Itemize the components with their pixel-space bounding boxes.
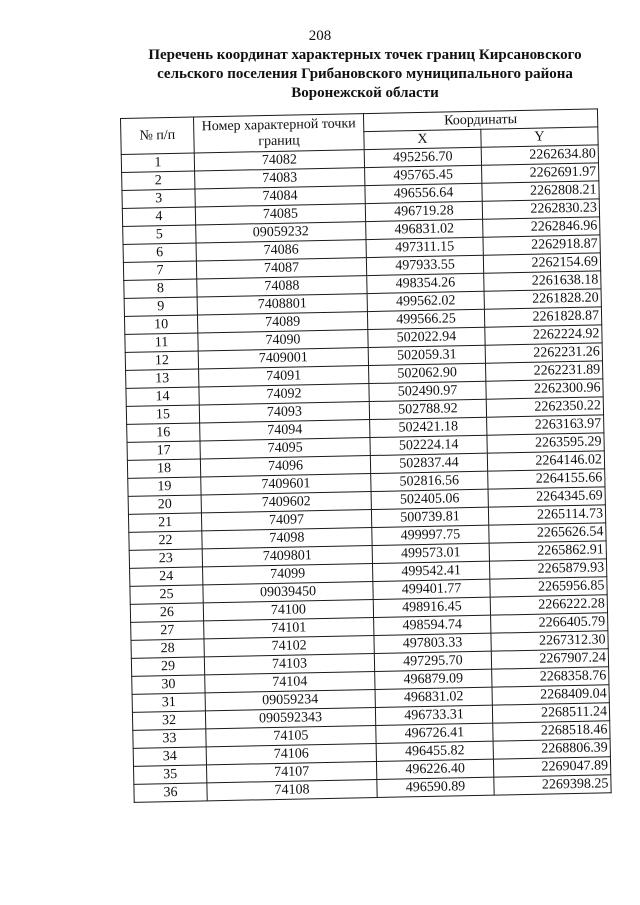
cell-x: 496556.64 (365, 183, 482, 203)
cell-point-name: 74104 (205, 672, 375, 693)
cell-point-name: 74084 (195, 186, 365, 207)
cell-number: 27 (131, 621, 204, 640)
cell-x: 502788.92 (369, 399, 486, 419)
cell-y: 2264146.02 (487, 451, 604, 471)
cell-y: 2265626.54 (489, 523, 606, 543)
cell-point-name: 09059234 (205, 689, 375, 710)
cell-y: 2268518.46 (493, 721, 610, 741)
cell-x: 502062.90 (369, 363, 486, 383)
cell-point-name: 74108 (207, 779, 377, 800)
cell-y: 2268409.04 (492, 685, 609, 705)
cell-x: 500739.81 (371, 507, 488, 527)
cell-number: 33 (133, 729, 206, 748)
cell-y: 2262154.69 (483, 253, 600, 273)
cell-point-name: 7409801 (202, 546, 372, 567)
cell-y: 2262808.21 (482, 181, 599, 201)
cell-x: 496726.41 (376, 723, 493, 743)
cell-x: 502405.06 (371, 489, 488, 509)
cell-y: 2268511.24 (492, 703, 609, 723)
cell-number: 26 (130, 603, 203, 622)
cell-point-name: 74103 (204, 654, 374, 675)
cell-y: 2262918.87 (483, 235, 600, 255)
cell-point-name: 74094 (200, 420, 370, 441)
cell-number: 3 (122, 189, 195, 208)
cell-point-name: 7408801 (197, 294, 367, 315)
cell-point-name: 7409001 (198, 348, 368, 369)
cell-number: 8 (124, 279, 197, 298)
cell-y: 2263595.29 (487, 433, 604, 453)
cell-x: 496831.02 (366, 219, 483, 239)
cell-y: 2267312.30 (491, 631, 608, 651)
cell-number: 2 (122, 171, 195, 190)
cell-point-name: 74096 (200, 456, 370, 477)
cell-number: 20 (128, 495, 201, 514)
cell-point-name: 74106 (206, 743, 376, 764)
cell-y: 2269398.25 (494, 775, 611, 795)
cell-number: 10 (124, 315, 197, 334)
cell-y: 2266405.79 (491, 613, 608, 633)
cell-y: 2268806.39 (493, 739, 610, 759)
cell-number: 31 (132, 693, 205, 712)
cell-point-name: 74089 (197, 312, 367, 333)
cell-y: 2262231.26 (485, 343, 602, 363)
cell-x: 498594.74 (374, 615, 491, 635)
cell-x: 502421.18 (370, 417, 487, 437)
header-y: Y (481, 127, 598, 147)
cell-x: 497803.33 (374, 633, 491, 653)
cell-point-name: 090592343 (205, 707, 375, 728)
cell-x: 497295.70 (374, 651, 491, 671)
title-line: Перечень координат характерных точек границ Кирсановского (148, 47, 582, 63)
cell-point-name: 74097 (201, 510, 371, 531)
cell-point-name: 74092 (199, 384, 369, 405)
cell-x: 502837.44 (370, 453, 487, 473)
cell-point-name: 7409601 (201, 474, 371, 495)
cell-x: 499542.41 (372, 561, 489, 581)
cell-x: 495765.45 (365, 165, 482, 185)
cell-y: 2261638.18 (484, 271, 601, 291)
cell-number: 19 (128, 477, 201, 496)
cell-x: 502490.97 (369, 381, 486, 401)
header-coordinates: Координаты (363, 109, 597, 132)
cell-number: 32 (132, 711, 205, 730)
cell-y: 2262691.97 (482, 163, 599, 183)
cell-number: 34 (133, 747, 206, 766)
cell-point-name: 74100 (203, 600, 373, 621)
cell-x: 499401.77 (373, 579, 490, 599)
cell-y: 2265862.91 (489, 541, 606, 561)
cell-y: 2265114.73 (488, 505, 605, 525)
document-title (130, 46, 600, 103)
cell-number: 29 (131, 657, 204, 676)
cell-number: 17 (127, 441, 200, 460)
cell-number: 1 (121, 153, 194, 172)
cell-y: 2262846.96 (483, 217, 600, 237)
cell-number: 18 (127, 459, 200, 478)
cell-y: 2263163.97 (487, 415, 604, 435)
cell-point-name: 74082 (194, 150, 364, 171)
cell-y: 2266222.28 (490, 595, 607, 615)
cell-number: 14 (126, 387, 199, 406)
cell-number: 12 (125, 351, 198, 370)
cell-y: 2261828.87 (484, 307, 601, 327)
cell-x: 496879.09 (375, 669, 492, 689)
cell-point-name: 74101 (204, 618, 374, 639)
cell-point-name: 74087 (196, 258, 366, 279)
cell-point-name: 74083 (195, 168, 365, 189)
cell-x: 499573.01 (372, 543, 489, 563)
cell-number: 4 (122, 207, 195, 226)
cell-x: 499997.75 (372, 525, 489, 545)
cell-x: 497933.55 (366, 255, 483, 275)
cell-x: 496733.31 (375, 705, 492, 725)
coordinates-table (120, 108, 612, 802)
cell-y: 2264345.69 (488, 487, 605, 507)
cell-x: 497311.15 (366, 237, 483, 257)
cell-x: 496590.89 (377, 777, 494, 797)
cell-point-name: 74091 (199, 366, 369, 387)
cell-x: 496455.82 (376, 741, 493, 761)
cell-point-name: 74095 (200, 438, 370, 459)
cell-y: 2262300.96 (486, 379, 603, 399)
cell-x: 499566.25 (367, 309, 484, 329)
cell-point-name: 74107 (207, 761, 377, 782)
cell-number: 28 (131, 639, 204, 658)
cell-number: 15 (126, 405, 199, 424)
cell-point-name: 09039450 (203, 582, 373, 603)
cell-x: 499562.02 (367, 291, 484, 311)
cell-number: 7 (123, 261, 196, 280)
cell-number: 36 (134, 783, 207, 802)
cell-point-name: 74090 (198, 330, 368, 351)
cell-y: 2262350.22 (486, 397, 603, 417)
cell-y: 2262231.89 (485, 361, 602, 381)
cell-y: 2268358.76 (492, 667, 609, 687)
header-number: № п/п (121, 117, 195, 154)
header-point-name: Номер характерной точки границ (193, 114, 364, 153)
cell-y: 2262830.23 (482, 199, 599, 219)
cell-point-name: 74102 (204, 636, 374, 657)
cell-point-name: 74105 (206, 725, 376, 746)
cell-point-name: 74086 (196, 240, 366, 261)
cell-number: 16 (127, 423, 200, 442)
cell-number: 22 (129, 531, 202, 550)
page-number: 208 (308, 28, 332, 44)
cell-point-name: 74088 (197, 276, 367, 297)
title-line: сельского поселения Грибановского муниципального района (157, 66, 573, 82)
cell-number: 25 (130, 585, 203, 604)
cell-point-name: 74098 (202, 528, 372, 549)
cell-y: 2265956.85 (490, 577, 607, 597)
cell-point-name: 09059232 (196, 222, 366, 243)
cell-y: 2264155.66 (488, 469, 605, 489)
cell-x: 496226.40 (376, 759, 493, 779)
cell-x: 502022.94 (368, 327, 485, 347)
cell-point-name: 74093 (199, 402, 369, 423)
cell-x: 495256.70 (364, 147, 481, 167)
cell-number: 9 (124, 297, 197, 316)
cell-number: 11 (125, 333, 198, 352)
cell-x: 502059.31 (368, 345, 485, 365)
cell-x: 498916.45 (373, 597, 490, 617)
cell-y: 2261828.20 (484, 289, 601, 309)
cell-number: 24 (130, 567, 203, 586)
cell-x: 496719.28 (365, 201, 482, 221)
cell-point-name: 7409602 (201, 492, 371, 513)
cell-x: 502816.56 (371, 471, 488, 491)
cell-number: 30 (132, 675, 205, 694)
cell-x: 496831.02 (375, 687, 492, 707)
cell-y: 2262634.80 (481, 145, 598, 165)
table-body (121, 145, 611, 802)
cell-x: 498354.26 (367, 273, 484, 293)
cell-number: 23 (129, 549, 202, 568)
header-x: X (364, 129, 481, 149)
cell-number: 21 (128, 513, 201, 532)
cell-number: 5 (123, 225, 196, 244)
scan-speck (604, 478, 606, 480)
title-line: Воронежской области (291, 85, 439, 101)
cell-x: 502224.14 (370, 435, 487, 455)
cell-y: 2267907.24 (491, 649, 608, 669)
cell-point-name: 74099 (203, 564, 373, 585)
cell-y: 2269047.89 (493, 757, 610, 777)
cell-number: 6 (123, 243, 196, 262)
cell-number: 13 (126, 369, 199, 388)
cell-point-name: 74085 (195, 204, 365, 225)
cell-y: 2262224.92 (485, 325, 602, 345)
cell-y: 2265879.93 (489, 559, 606, 579)
cell-number: 35 (134, 765, 207, 784)
